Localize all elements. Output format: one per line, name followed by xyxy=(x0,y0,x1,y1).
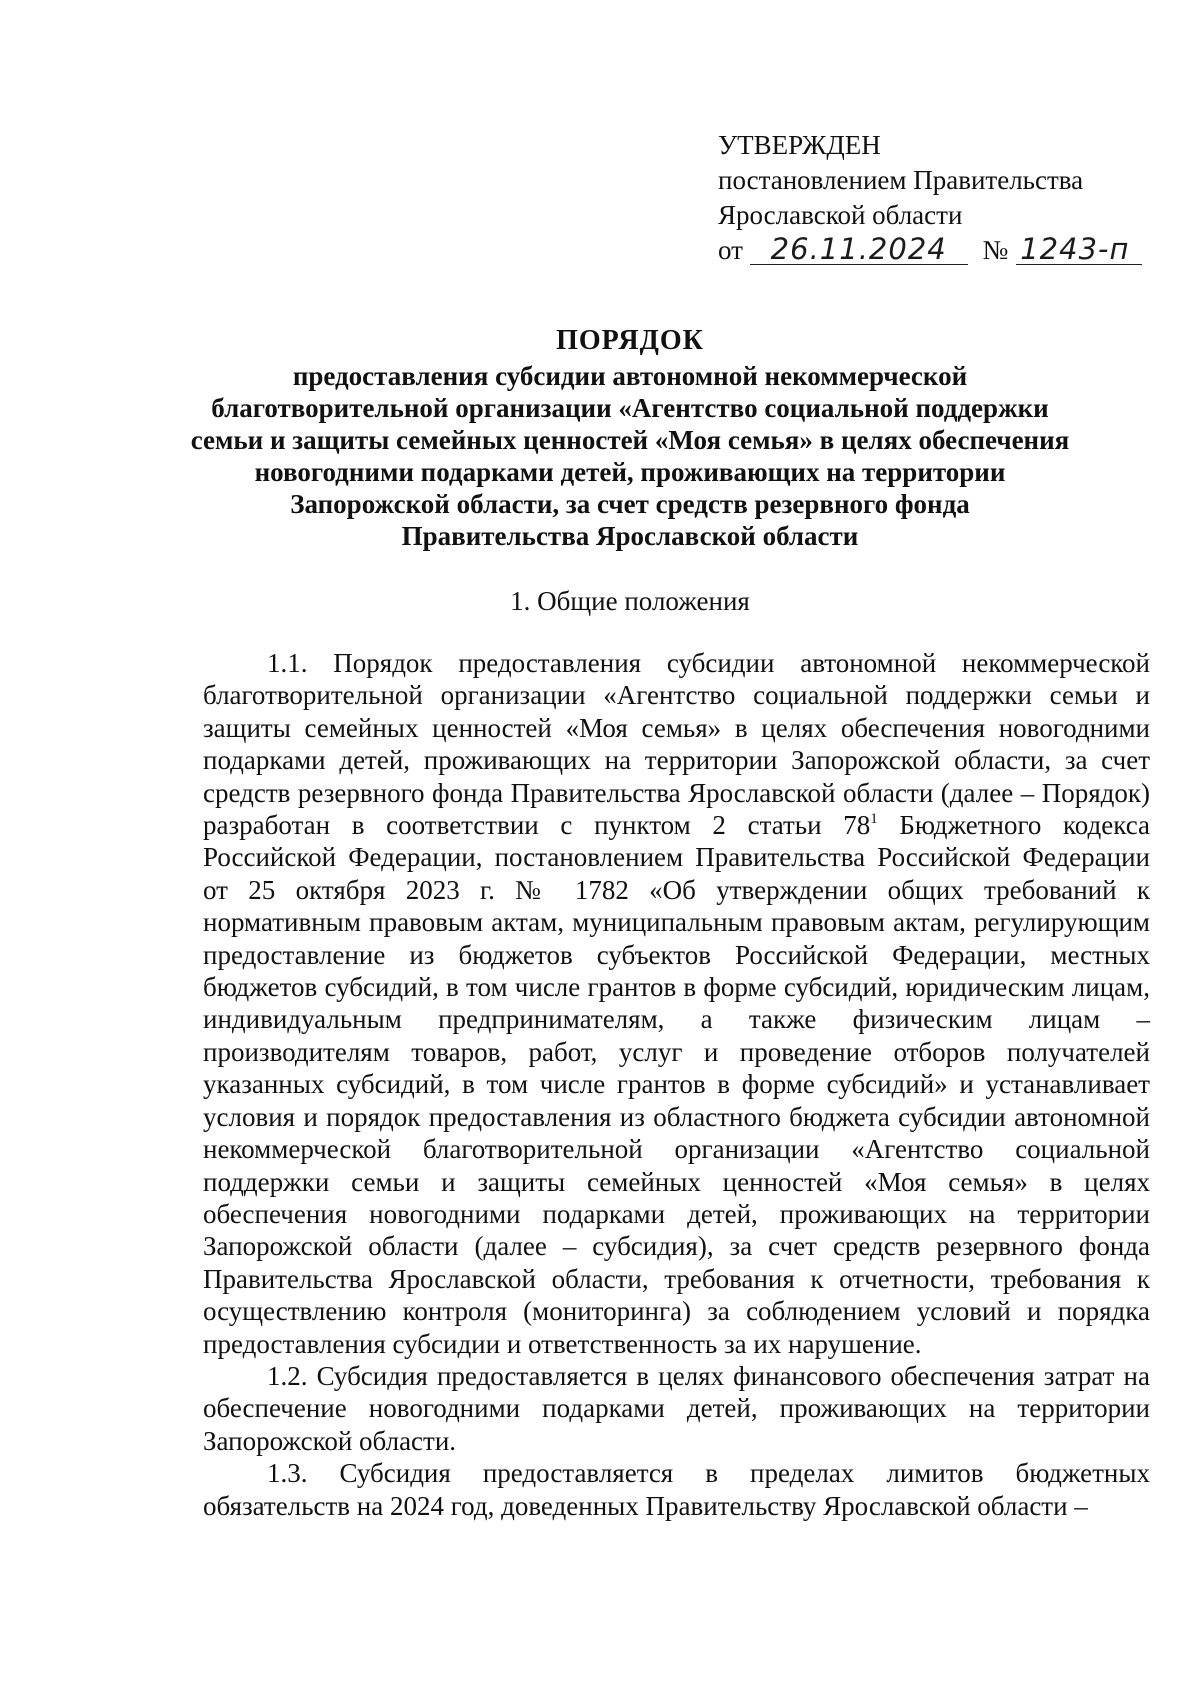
approval-date-line xyxy=(718,233,1142,268)
approval-stamp xyxy=(718,128,1142,268)
paragraph-1-1-part-1: 1.1. Порядок предоставления субсидии автономной некоммерческой благотворительной организации «Агентство социальной поддержки семьи и защиты семейных ценностей «Моя семья» в целях обеспечения новогодними подарками детей, проживающих на территории Запорожской области, за счет средств резервного фонда Правительства Ярославской области (далее – Порядок) разработан в соответствии с пунктом 2 статьи 78 xyxy=(203,648,1150,841)
paragraph-1-1 xyxy=(203,647,1150,1360)
document-body xyxy=(203,647,1150,1522)
section-heading: 1. Общие положения xyxy=(510,586,750,616)
number-prefix: № xyxy=(982,235,1009,265)
title-line-3: семьи и защиты семейных ценностей «Моя семья» в целях обеспечения xyxy=(190,425,1070,455)
date-prefix: от xyxy=(718,235,743,265)
paragraph-1-1-part-2: Бюджетного кодекса Российской Федерации, постановлением Правительства Российской Федерации от 25 октября 2023 г. № 1782 «Об утверждении общих требований к нормативным правовым актам, муниципальным правовым актам, регулирующим предоставление из бюджетов субъектов Российской Федерации, местных бюджетов субсидий, в том числе грантов в форме субсидий, юридическим лицам, индивидуальным предпринимателям, а также физическим лицам – производителям товаров, работ, услуг и проведение отборов получателей указанных субсидий, в том числе грантов в форме субсидий» и устанавливает условия и порядок предоставления из областного бюджета субсидии автономной некоммерческой благотворительной организации «Агентство социальной поддержки семьи и защиты семейных ценностей «Моя семья» в целях обеспечения новогодними подарками детей, проживающих на территории Запорожской области (далее – субсидия), за счет средств резервного фонда Правительства Ярославской области, требования к отчетности, требования к осуществлению контроля (мониторинга) за соблюдением условий и порядка предоставления субсидии и ответственность за их нарушение. xyxy=(203,810,1150,1359)
title-line-1: предоставления субсидии автономной некоммерческой xyxy=(292,361,968,391)
title-line-5: Запорожской области, за счет средств резервного фонда xyxy=(290,489,970,519)
document-title xyxy=(150,325,1110,552)
title-main: ПОРЯДОК xyxy=(556,325,704,356)
title-line-6: Правительства Ярославской области xyxy=(401,521,859,551)
approval-status: УТВЕРЖДЕН xyxy=(718,130,881,160)
superscript: 1 xyxy=(870,811,878,828)
handwritten-date: 26.11.2024 xyxy=(750,234,968,265)
title-line-2: благотворительной организации «Агентство социальной поддержки xyxy=(211,393,1049,423)
paragraph-1-3: 1.3. Субсидия предоставляется в пределах лимитов бюджетных обязательств на 2024 год, доведенных Правительству Ярославской области – xyxy=(203,1458,1150,1521)
approval-line-1: постановлением Правительства xyxy=(718,165,1084,195)
approval-line-2: Ярославской области xyxy=(718,200,963,230)
paragraph-1-2: 1.2. Субсидия предоставляется в целях финансового обеспечения затрат на обеспечение новогодними подарками детей, проживающих на территории Запорожской области. xyxy=(203,1360,1150,1456)
title-line-4: новогодними подарками детей, проживающих на территории xyxy=(254,457,1006,487)
handwritten-number: 1243-п xyxy=(1016,234,1142,265)
